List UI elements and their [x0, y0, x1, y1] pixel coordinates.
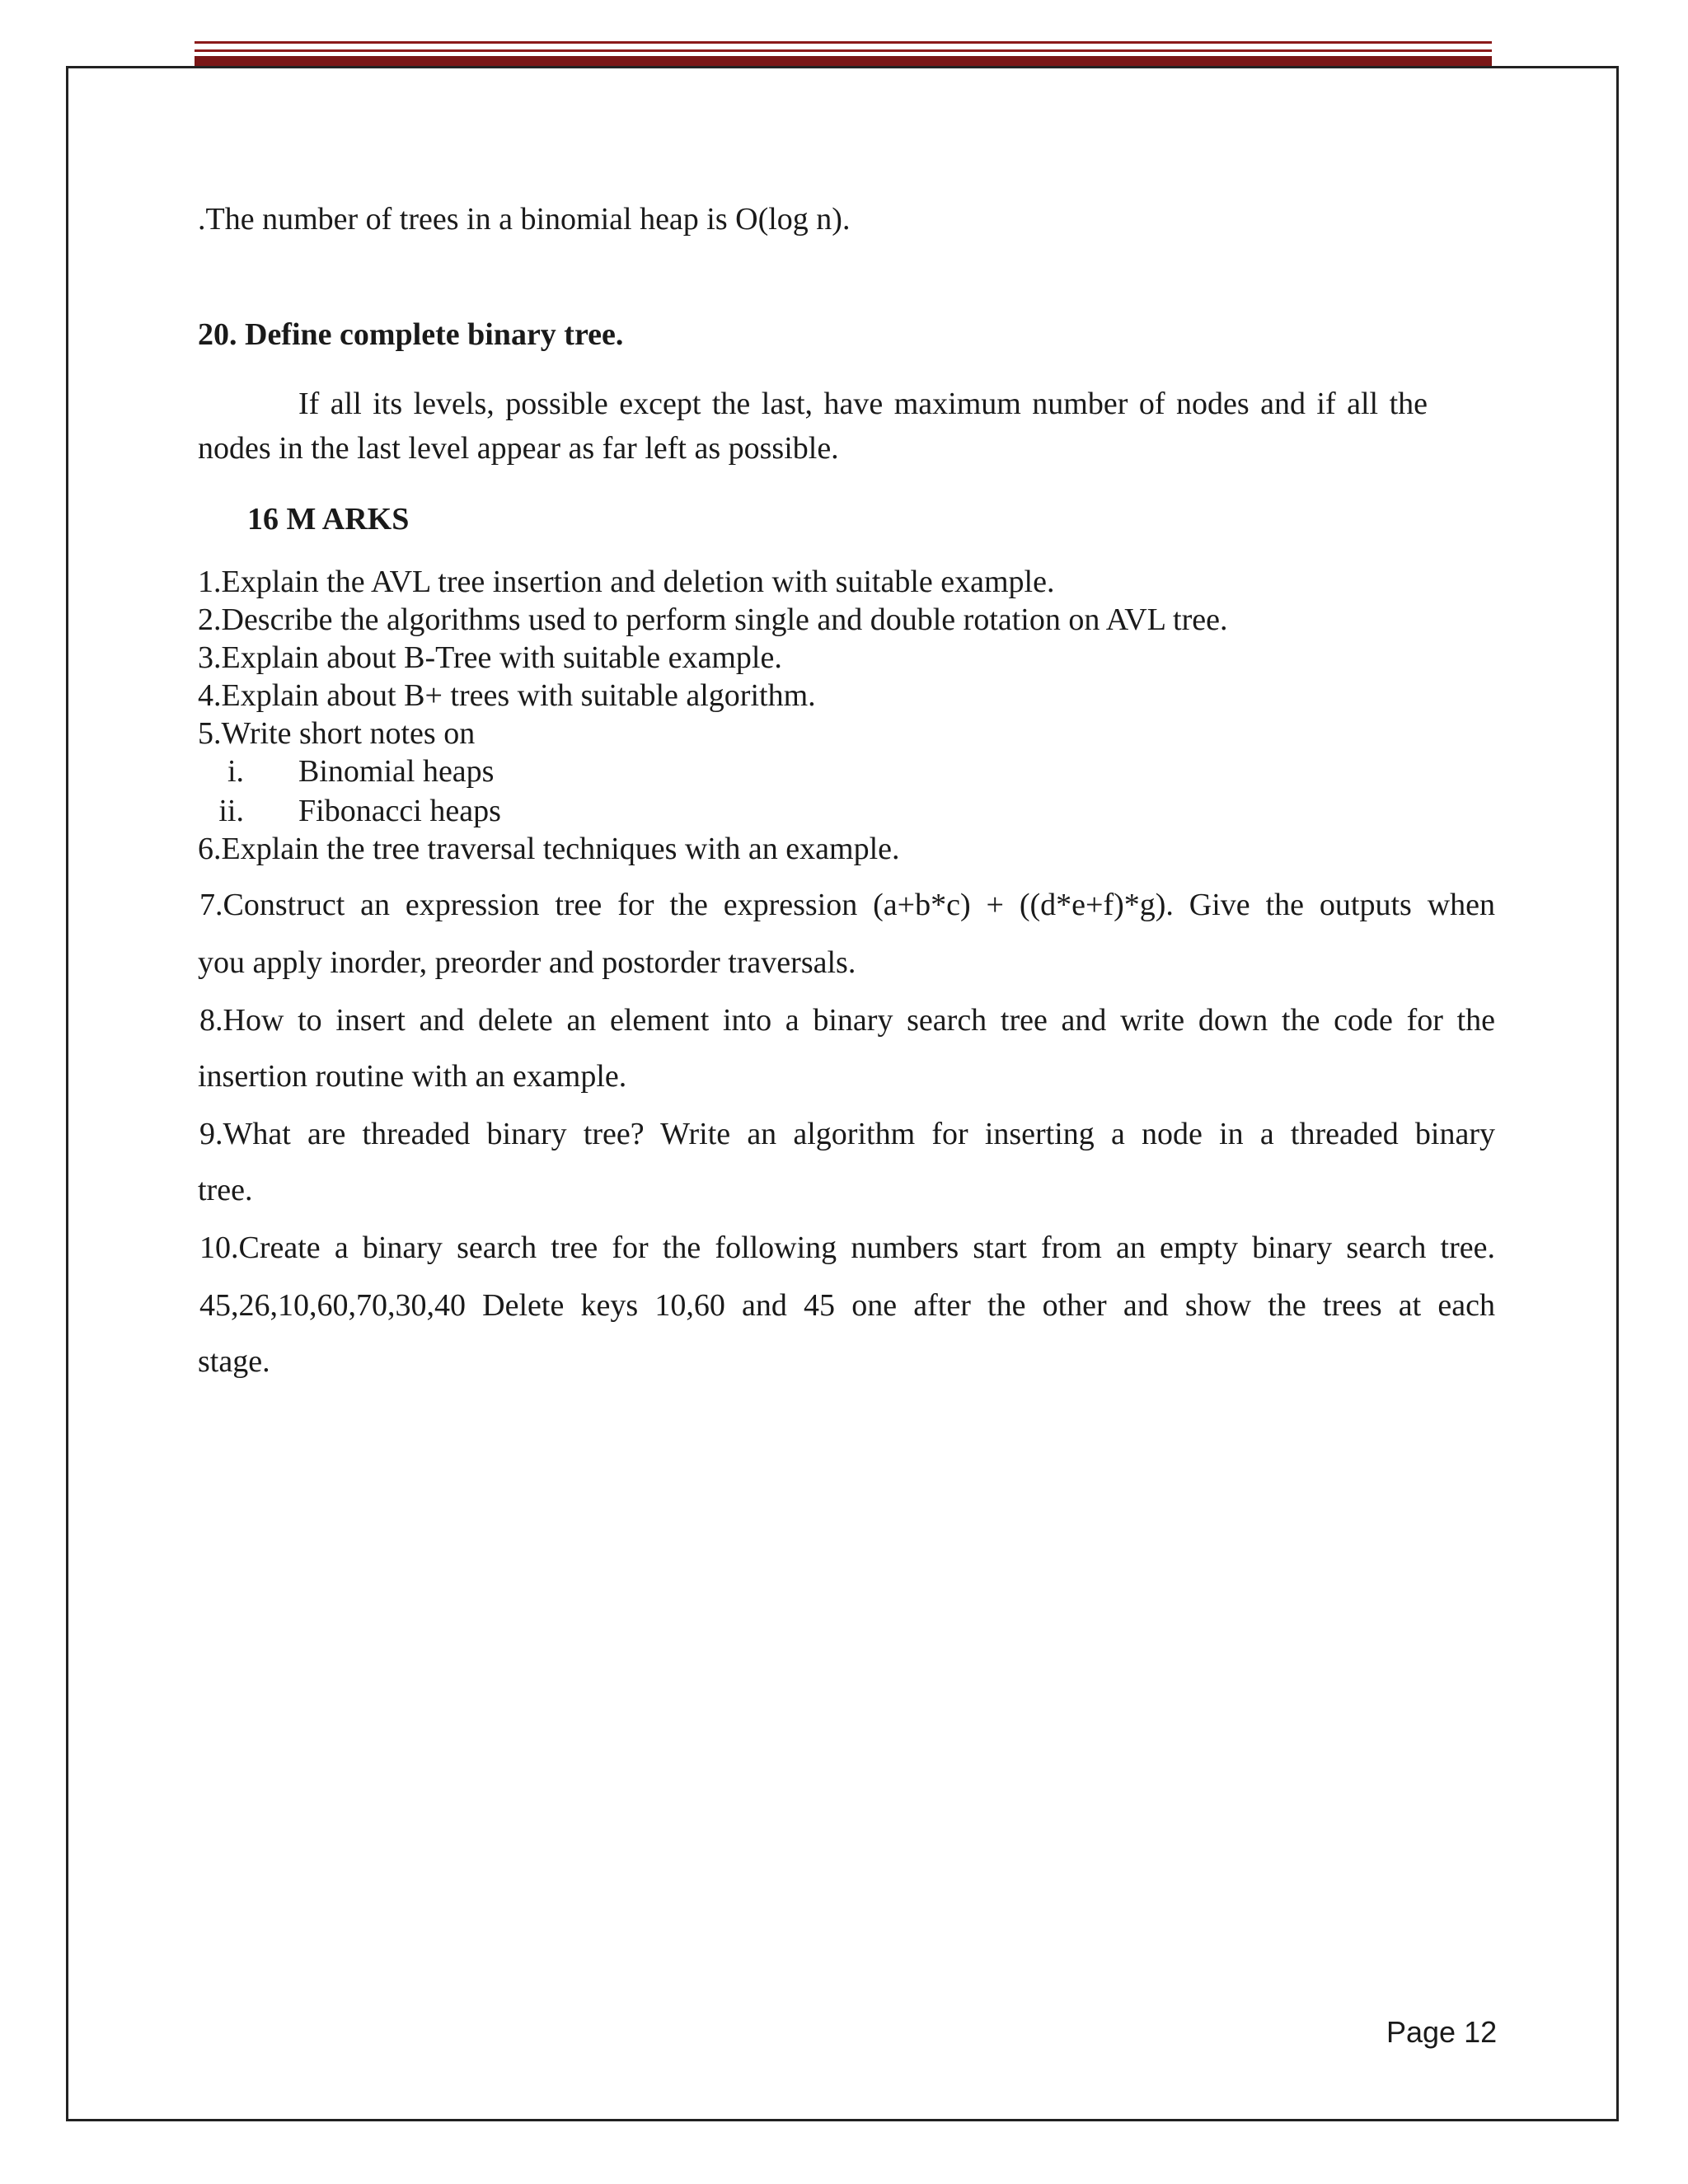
header-rule-middle: [195, 49, 1492, 52]
question-8-line-1: 8.How to insert and delete an element into a binary search tree and write down the code for the: [199, 1003, 1495, 1038]
question-10-line-3: stage.: [198, 1344, 270, 1379]
question-2: 2.Describe the algorithms used to perform single and double rotation on AVL tree.: [198, 602, 1228, 637]
question-10-line-1: 10.Create a binary search tree for the following numbers start from an empty binary search tree.: [199, 1230, 1495, 1265]
question-20-answer-line-2: nodes in the last level appear as far left as possible.: [198, 431, 839, 466]
question-7-line-1: 7.Construct an expression tree for the expression (a+b*c) + ((d*e+f)*g). Give the outputs when: [199, 888, 1495, 922]
question-3: 3.Explain about B-Tree with suitable example.: [198, 640, 782, 675]
sub-item-text: Binomial heaps: [298, 754, 495, 789]
question-6: 6.Explain the tree traversal techniques with an example.: [198, 832, 900, 866]
question-8-line-2: insertion routine with an example.: [198, 1059, 627, 1094]
page-number: Page 12: [1386, 2015, 1498, 2049]
header-rule-thick: [195, 56, 1492, 66]
question-1: 1.Explain the AVL tree insertion and deletion with suitable example.: [198, 565, 1055, 599]
question-9-line-2: tree.: [198, 1173, 253, 1207]
sub-item-numeral: ii.: [218, 794, 244, 828]
question-20-answer-line-1: If all its levels, possible except the last, have maximum number of nodes and if all the: [298, 387, 1428, 421]
question-10-line-2: 45,26,10,60,70,30,40 Delete keys 10,60 and 45 one after the other and show the trees at each: [199, 1288, 1495, 1323]
question-20-heading: 20. Define complete binary tree.: [198, 317, 624, 352]
question-7-line-2: you apply inorder, preorder and postorder traversals.: [198, 945, 856, 980]
question-5: 5.Write short notes on: [198, 716, 476, 751]
header-rule-top: [195, 41, 1492, 44]
sub-item-numeral: i.: [227, 754, 244, 789]
intro-line: .The number of trees in a binomial heap is O(log n).: [198, 202, 851, 237]
question-4: 4.Explain about B+ trees with suitable algorithm.: [198, 678, 816, 713]
question-9-line-1: 9.What are threaded binary tree? Write an algorithm for inserting a node in a threaded binary: [199, 1117, 1495, 1151]
section-heading: 16 M ARKS: [247, 502, 410, 537]
sub-item-text: Fibonacci heaps: [298, 794, 501, 828]
